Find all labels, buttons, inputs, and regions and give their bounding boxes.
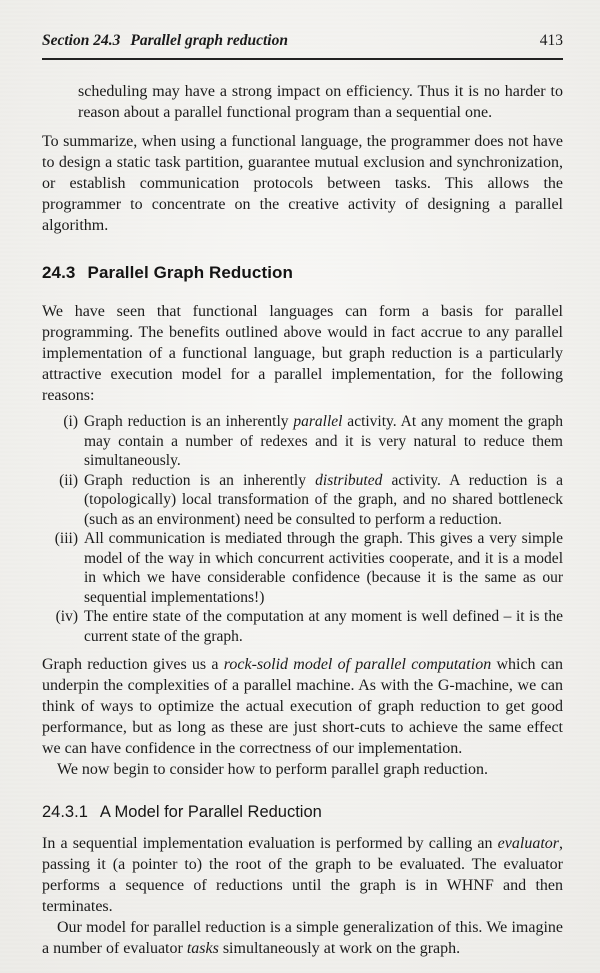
section-heading-number: 24.3 (42, 263, 76, 282)
list-item-text: All communication is mediated through the graph. This gives a very simple model of the way in which concurrent activities cooperate, and it is a model in which we have considerable confidence (because it is the same as our sequential implementations!) (84, 530, 563, 606)
paragraph-begin: We now begin to consider how to perform parallel graph reduction. (57, 761, 489, 778)
list-item (42, 471, 563, 530)
paragraph-continuation: scheduling may have a strong impact on efficiency. Thus it is no harder to reason about a parallel functional program than a sequential one. (78, 83, 563, 121)
list-item-marker: (iv) (55, 608, 78, 625)
paragraph-summary: To summarize, when using a functional language, the programmer does not have to design a static task partition, guarantee mutual exclusion and synchronization, or establish communication protocols between tasks. This allows the programmer to concentrate on the creative activity of designing a parallel algorithm. (42, 133, 563, 234)
list-item-marker: (iii) (54, 530, 78, 547)
section-heading (42, 262, 563, 284)
section-heading-label: Parallel Graph Reduction (87, 263, 294, 282)
paragraph-rocksolid: Graph reduction gives us a rock-solid model of parallel computation which can underpin the complexities of a parallel machine. As with the G-machine, we can think of ways to optimize the actual execution of graph reduction to get good performance, but as long as these are just short-cuts to achieve the same effect we can have confidence in the correctness of our implementation. (42, 656, 563, 757)
list-item-marker: (i) (63, 413, 78, 430)
reasons-list (42, 412, 563, 646)
subsection-heading-number: 24.3.1 (42, 803, 88, 821)
running-header (42, 30, 563, 60)
paragraph-intro: We have seen that functional languages can form a basis for parallel programming. The benefits outlined above would in fact accrue to any parallel implementation of a functional language, but graph reduction is a particularly attractive execution model for a parallel implementation, for the following reasons: (42, 303, 563, 404)
subsection-heading (42, 802, 563, 823)
page-number: 413 (539, 32, 563, 49)
running-header-section: Section 24.3 (42, 32, 121, 49)
list-item-marker: (ii) (59, 471, 78, 489)
list-item-text: Graph reduction is an inherently parallel activity. At any moment the graph may contain a number of redexes and it is very natural to reduce them simultaneously. (84, 413, 563, 469)
list-item-text: The entire state of the computation at any moment is well defined – it is the current state of the graph. (84, 608, 563, 645)
list-item (42, 412, 563, 471)
paragraph-model: In a sequential implementation evaluation is performed by calling an evaluator, passing it (a pointer to) the root of the graph to be evaluated. The evaluator performs a sequence of reductions until the graph is in WHNF and then terminates. (42, 835, 563, 915)
list-item (42, 607, 563, 646)
paragraph-tasks: Our model for parallel reduction is a simple generalization of this. We imagine a number of evaluator tasks simultaneously at work on the graph. (42, 919, 563, 957)
subsection-heading-label: A Model for Parallel Reduction (99, 803, 322, 821)
list-item (42, 529, 563, 607)
list-item-text: Graph reduction is an inherently distributed activity. A reduction is a (topologically) local transformation of the graph, and no shared bottleneck (such as an environment) need be consulted to perform a reduction. (84, 471, 563, 528)
running-header-chapter: Parallel graph reduction (130, 32, 288, 49)
running-header-title (42, 30, 288, 51)
